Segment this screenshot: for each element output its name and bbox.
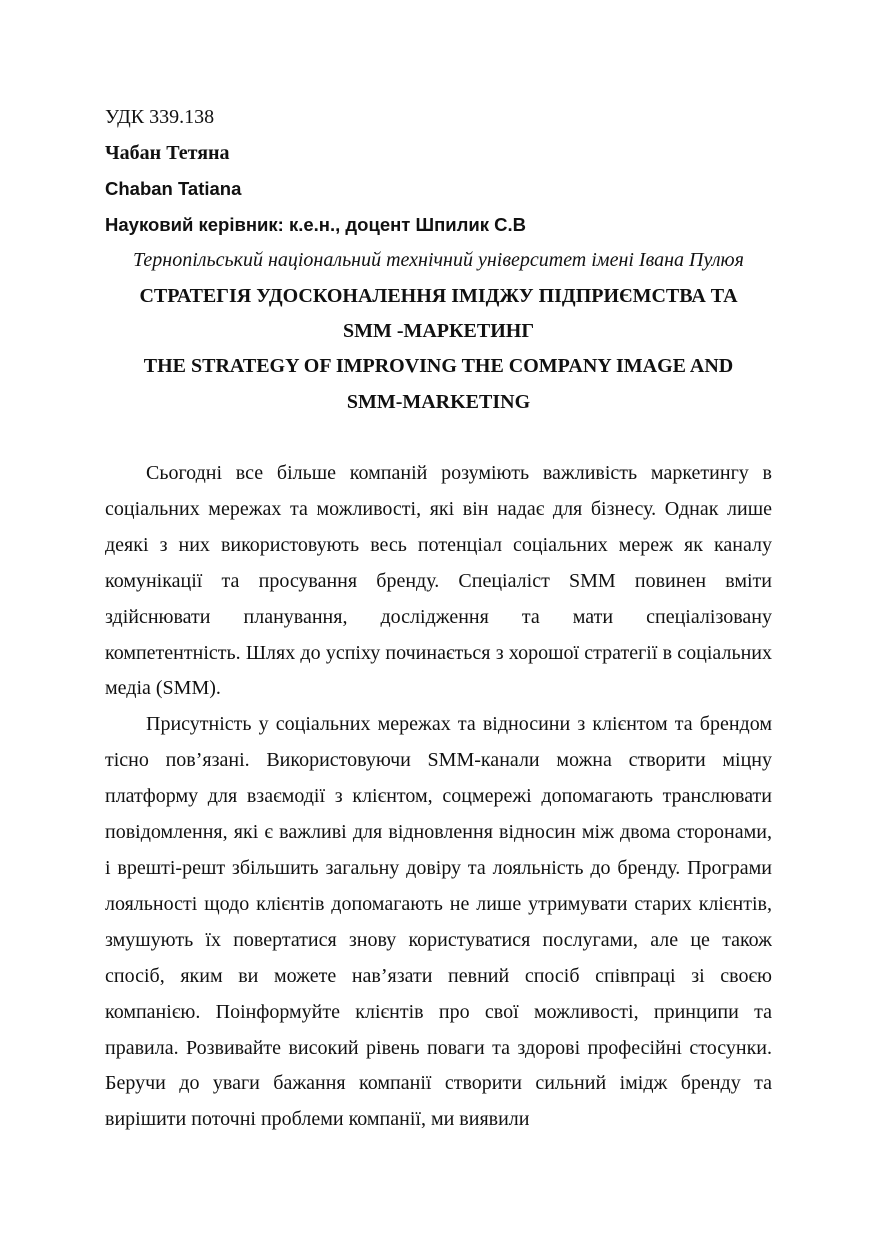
author-name-ua: Чабан Тетяна — [105, 142, 230, 164]
title-en-line-2: SMM-MARKETING — [346, 391, 531, 413]
article-body — [105, 456, 772, 1138]
udk-code: УДК 339.138 — [105, 106, 215, 128]
title-ua-line-1: СТРАТЕГІЯ УДОСКОНАЛЕННЯ ІМІДЖУ ПІДПРИЄМСТВА ТА — [139, 285, 738, 307]
title-en-line-1: THE STRATEGY OF IMPROVING THE COMPANY IMAGE AND — [143, 355, 734, 377]
affiliation: Тернопільський національний технічний університет імені Івана Пулюя — [133, 249, 744, 271]
body-paragraph-2: Присутність у соціальних мережах та відносини з клієнтом та брендом тісно пов’язані. Використовуючи SMM-канали можна створити міцну платформу для взаємодії з клієнтом, соцмережі допомагають транслювати повідомлення, які є важливі для відновлення відносин між двома сторонами, і врешті-решт збільшить загальну довіру та лояльність до бренду. Програми лояльності щодо клієнтів допомагають не лише утримувати старих клієнтів, змушують їх повертатися знову користуватися послугами, але це також спосіб, яким ви можете нав’язати певний спосіб співпраці зі своєю компанією. Поінформуйте клієнтів про свої можливості, принципи та правила. Розвивайте високий рівень поваги та здорові професійні стосунки. Беручи до уваги бажання компанії створити сильний імідж бренду та вирішити поточні проблеми компанії, ми виявили — [105, 713, 772, 1131]
title-ua-line-2: SMM -МАРКЕТИНГ — [342, 320, 535, 342]
scientific-supervisor: Науковий керівник: к.е.н., доцент Шпилик С.В — [105, 214, 527, 235]
body-paragraph-1: Сьогодні все більше компаній розуміють важливість маркетингу в соціальних мережах та можливості, які він надає для бізнесу. Однак лише деякі з них використовують весь потенціал соціальних мереж як каналу комунікації та просування бренду. Спеціаліст SMM повинен вміти здійснювати планування, дослідження та мати спеціалізовану компетентність. Шлях до успіху починається з хорошої стратегії в соціальних медіа (SMM). — [105, 462, 772, 700]
author-name-en: Chaban Tatiana — [105, 178, 242, 199]
